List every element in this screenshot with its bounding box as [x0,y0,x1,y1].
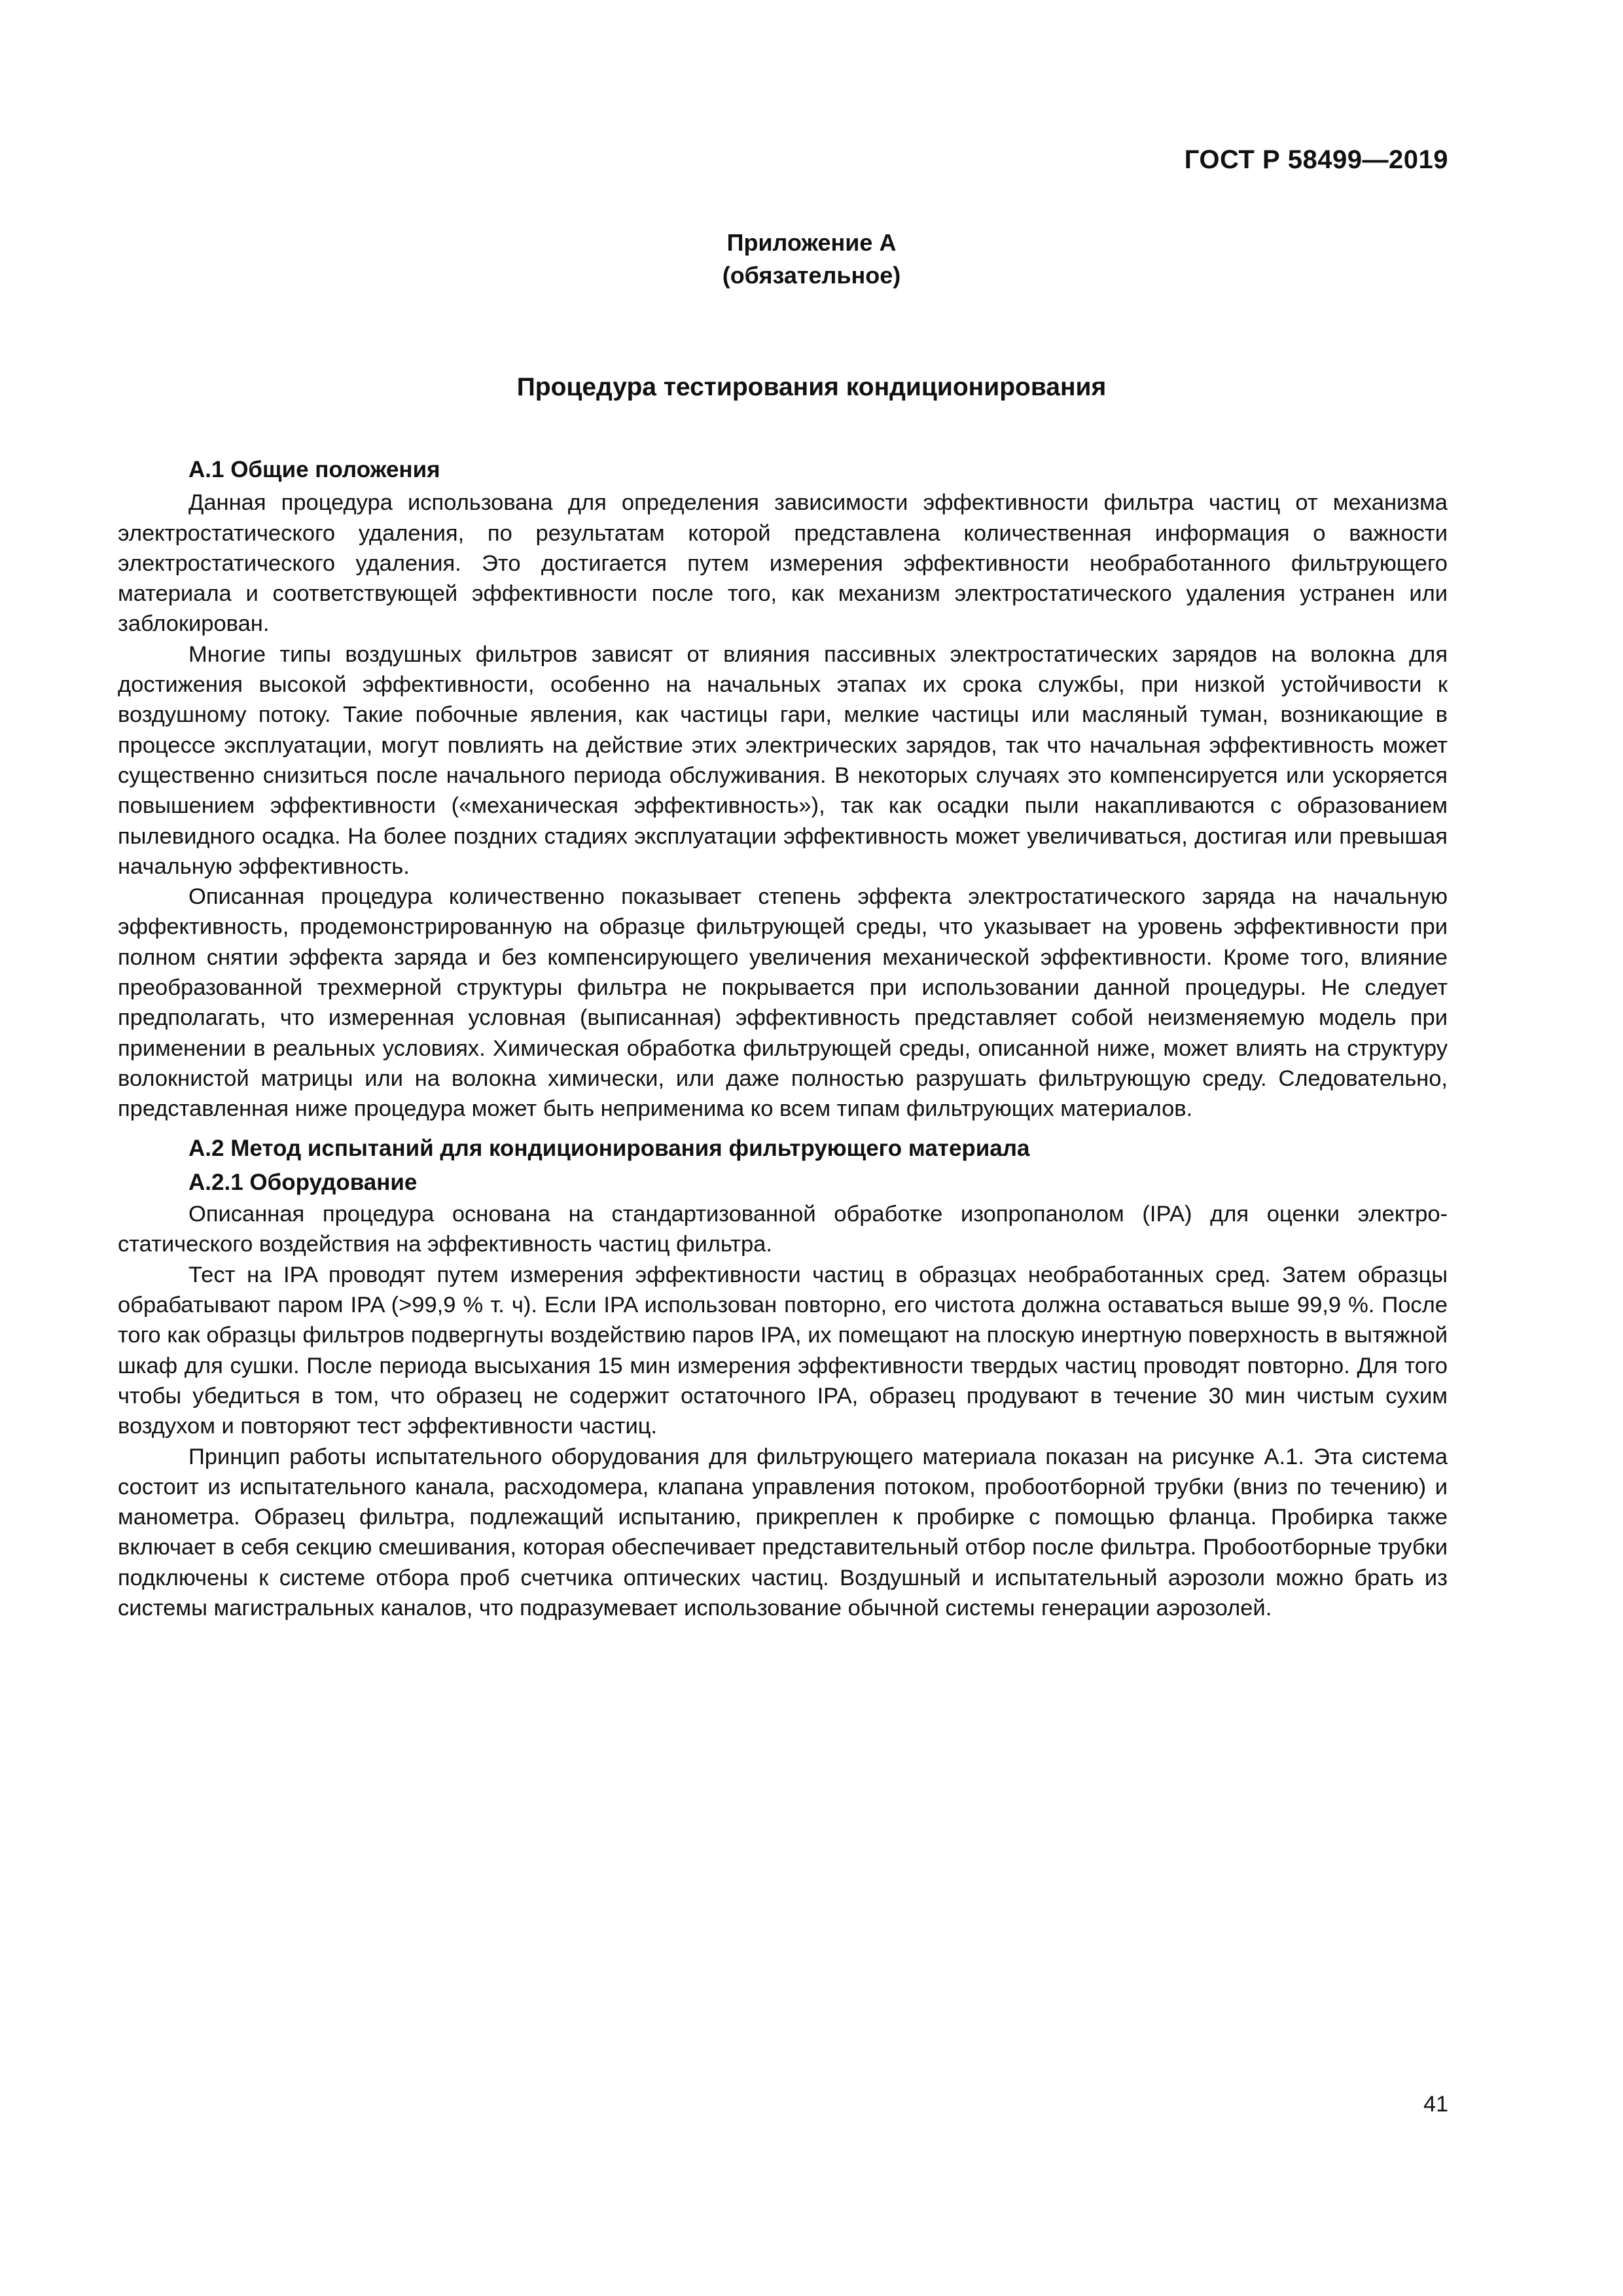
document-body [118,455,1448,1623]
section-a1-heading: А.1 Общие положения [188,457,440,482]
document-code: ГОСТ Р 58499—2019 [1184,145,1448,174]
annex-title: Процедура тестирования кондиционирования [516,373,1107,401]
paragraph: Описанная процедура количественно показывает степень эффекта электростатического заряда на начальную эффективность, продемонстрированную на образце фильтрующей среды, что указывает на уровень эффективности при полном снятии эффекта заряда и без компенсирующего увеличения механической эффективности. Кроме того, влияние преобразованной трехмерной структуры фильтра не покрывается при использовании данной процедуры. Не следует предполагать, что измеренная условная (выписанная) эффективность представляет собой неизменяемую модель при применении в реальных условиях. Химическая обработка фильтрующей среды, описанной ниже, может влиять на структуру волокнистой матрицы или на волокна химически, или даже полностью разрушать фильтрующую среду. Следовательно, представленная ниже процедура может быть неприменима ко всем типам фильтрующих материалов. [118,884,1448,1122]
paragraph: Тест на IPA проводят путем измерения эффективности частиц в образцах необработанных сред. Затем образцы обрабатывают паром IPA (>99,9 % т. ч). Если IPA использован повторно, его чистота должна оставаться выше 99,9 %. После того как образцы фильтров подвергнуты воздействию паров IPA, их помещают на плоскую инертную поверхность в вытяжной шкаф для сушки. После периода высыхания 15 мин измерения эффективности твердых частиц проводят повторно. Для того чтобы убедиться в том, что образец не содержит остаточного IPA, образец продувают в течение 30 мин чистым сухим воздухом и повторяют тест эффективности частиц. [118,1262,1448,1439]
paragraph: Описанная процедура основана на стандартизованной обработке изопропанолом (IPA) для оценки электростатического воздействия на эффективность частиц фильтра. [118,1202,1448,1257]
annex-label: Приложение А [726,229,897,256]
paragraph: Многие типы воздушных фильтров зависят от влияния пассивных электростатических зарядов на волокна для достижения высокой эффективности, особенно на начальных этапах их срока службы, при низкой устойчивости к воздушному потоку. Такие побочные явления, как частицы гари, мелкие частицы или масляный туман, возникающие в процессе эксплуатации, могут повлиять на действие этих электрических зарядов, так что начальная эффективность может существенно снизиться после начального периода обслуживания. В некоторых случаях это компенсируется или ускоряется повышением эффективности («механическая эффективность»), так как осадки пыли накапливаются с образованием пылевидного осадка. На более поздних стадиях эксплуатации эффективность может увеличиваться, достигая или превышая начальную эффективность. [118,641,1448,879]
paragraph: Данная процедура использована для определения зависимости эффективности фильтра частиц от механизма электростатического удаления, по результатам которой представлена количественная информация о важности электростатического удаления. Это достигается путем измерения эффективности необработанного фильтрующего материала и соответствующей эффективности после того, как механизм электростатического удаления устранен или заблокирован. [118,490,1448,637]
paragraph: Принцип работы испытательного оборудования для фильтрующего материала показан на рисунке А.1. Эта система состоит из испытательного канала, расходомера, клапана управления потоком, пробоотборной трубки (вниз по течению) и манометра. Образец фильтра, подлежащий испытанию, прикреплен к пробирке с помощью фланца. Пробирка также включает в себя секцию смешивания, которая обеспечивает представительный отбор после фильтра. Пробоотборные трубки подключены к системе отбора проб счетчика оптических частиц. Воздушный и испытательный аэрозоли можно брать из системы магистральных каналов, что подразумевает использование обычной системы генерации аэрозолей. [118,1444,1448,1621]
page-number: 41 [1423,2092,1448,2117]
section-a21-heading: А.2.1 Оборудование [188,1169,418,1195]
section-a2-heading: А.2 Метод испытаний для кондиционирования фильтрующего материала [188,1135,1030,1161]
annex-header [0,226,1623,292]
annex-status: (обязательное) [722,262,901,289]
